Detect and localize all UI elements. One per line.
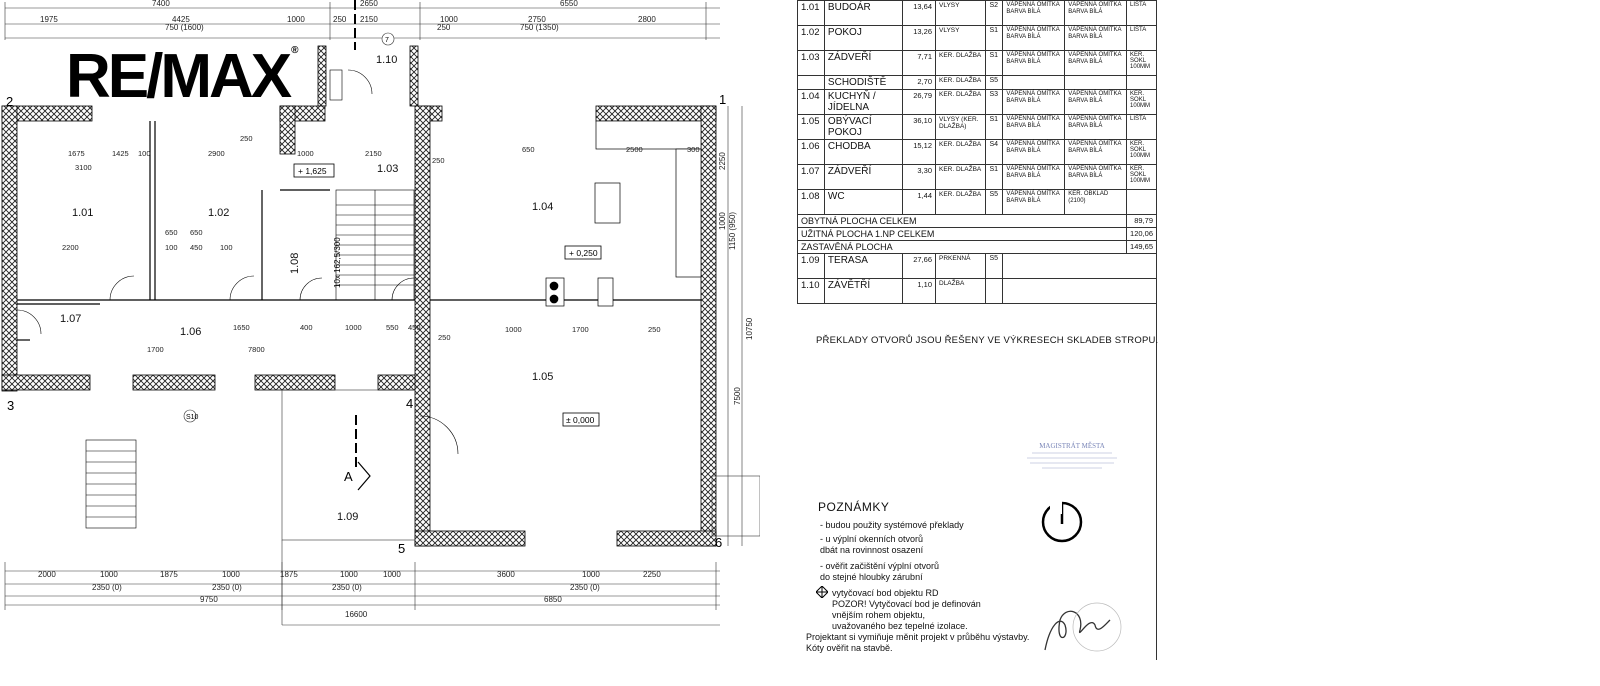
room-row — [798, 51, 1157, 76]
dim-text: 10750 — [745, 317, 754, 340]
room-number-cell: 1.09 — [798, 254, 825, 279]
dim-text: 250 — [438, 333, 451, 342]
corner-point-label: 1 — [719, 92, 727, 107]
room-floor-cell: DLAŽBA — [936, 279, 986, 304]
door-swings — [17, 70, 458, 454]
remax-logo — [66, 42, 299, 111]
room-area-cell: 36,10 — [903, 115, 936, 140]
room-number-cell: 1.06 — [798, 140, 825, 165]
total-value-cell: 89,79 — [1127, 215, 1157, 228]
room-row — [798, 165, 1157, 190]
dim-text: 2350 (0) — [570, 583, 600, 592]
room-name-cell: KUCHYŇ / JÍDELNA — [824, 90, 902, 115]
dim-text: 750 (1600) — [165, 23, 204, 32]
corner-point-label: 2 — [6, 94, 14, 109]
room-area-cell: 26,79 — [903, 90, 936, 115]
dim-text: 100 — [220, 243, 233, 252]
note-line: - budou použity systémové překlady — [820, 520, 964, 530]
note-line: dbát na rovinnost osazení — [820, 545, 924, 555]
dim-text: 250 — [333, 15, 347, 24]
dim-text: 7400 — [152, 0, 170, 8]
room-row — [798, 26, 1157, 51]
notes-title: POZNÁMKY — [818, 500, 890, 514]
room-name-cell: OBÝVACÍ POKOJ — [824, 115, 902, 140]
room-floor-cell: KER. DLAŽBA — [936, 190, 986, 215]
dim-text: 1000 — [440, 15, 458, 24]
room-code-cell: S1 — [986, 51, 1003, 76]
room-wall-cell — [1003, 76, 1065, 90]
dim-text: 300 — [687, 145, 700, 154]
dim-text: 16600 — [345, 610, 368, 619]
dim-text: 450 — [408, 323, 421, 332]
room-code-cell: S5 — [986, 76, 1003, 90]
dim-text: 1000 — [287, 15, 305, 24]
dim-text: 1700 — [147, 345, 164, 354]
outdoor-stairs — [86, 440, 136, 528]
room-area-cell: 2,70 — [903, 76, 936, 90]
disclaimer-line: Projektant si vymiňuje měnit projekt v průběhu výstavby. — [806, 632, 1030, 642]
survey-point-icon — [816, 586, 828, 598]
room-label: 1.03 — [377, 163, 399, 175]
total-label-cell: UŽITNÁ PLOCHA 1.NP CELKEM — [798, 228, 1127, 241]
dim-text: 100 — [165, 243, 178, 252]
dim-text: 250 — [648, 325, 661, 334]
dim-text: 650 — [165, 228, 178, 237]
room-label: 1.05 — [532, 371, 554, 383]
room-code-cell — [986, 279, 1003, 304]
staircase — [336, 190, 414, 300]
room-skirting-cell: KER. SOKL 100MM — [1127, 165, 1157, 190]
room-skirting-cell: LIŠTA — [1127, 115, 1157, 140]
stair-label: 10x 162,5/300 — [333, 237, 342, 288]
note-line: do stejné hloubky zárubní — [820, 572, 923, 582]
dim-text: 650 — [522, 145, 535, 154]
corner-point-label: 5 — [398, 541, 406, 556]
corner-point-label: 6 — [715, 535, 723, 550]
dim-text: 2350 (0) — [212, 583, 242, 592]
level-mark: ± 0,000 — [566, 415, 595, 425]
room-wall-cell: VÁPENNÁ OMÍTKA BARVA BÍLÁ — [1003, 165, 1065, 190]
room-wall-cell: VÁPENNÁ OMÍTKA BARVA BÍLÁ — [1003, 90, 1065, 115]
dim-text: 2250 — [643, 570, 661, 579]
room-ceiling-cell: VÁPENNÁ OMÍTKA BARVA BÍLÁ — [1065, 165, 1127, 190]
room-row — [798, 1, 1157, 26]
room-floor-cell: PRKENNÁ — [936, 254, 986, 279]
dim-text: 2650 — [360, 0, 378, 8]
dim-text: 1875 — [160, 570, 178, 579]
disclaimer — [806, 632, 1029, 654]
room-area-cell: 1,10 — [903, 279, 936, 304]
room-ceiling-cell: KER. OBKLAD (2100) — [1065, 190, 1127, 215]
dim-text: 550 — [386, 323, 399, 332]
room-floor-cell: VLYSY (KER. DLAŽBA) — [936, 115, 986, 140]
dim-text: 1000 — [340, 570, 358, 579]
room-skirting-cell — [1127, 76, 1157, 90]
room-name-cell: CHODBA — [824, 140, 902, 165]
corner-point-label: 3 — [7, 398, 15, 413]
dim-text: 1875 — [280, 570, 298, 579]
room-code-cell: S1 — [986, 115, 1003, 140]
room-number-cell: 1.10 — [798, 279, 825, 304]
room-name-cell: ZÁDVEŘÍ — [824, 165, 902, 190]
room-number-cell — [798, 76, 825, 90]
room-label: 1.04 — [532, 201, 554, 213]
dim-text: 250 — [437, 23, 451, 32]
corner-points — [6, 92, 726, 556]
dim-text: 3100 — [75, 163, 92, 172]
signature — [1035, 595, 1125, 655]
dim-text: 400 — [300, 323, 313, 332]
dim-text: 1975 — [40, 15, 58, 24]
room-wall-cell: VÁPENNÁ OMÍTKA BARVA BÍLÁ — [1003, 140, 1065, 165]
room-number-cell: 1.07 — [798, 165, 825, 190]
note-line: - ověřit začištění výplní otvorů — [820, 561, 940, 571]
room-number-cell: 1.08 — [798, 190, 825, 215]
room-row — [798, 190, 1157, 215]
bottom-dims-text — [38, 570, 661, 619]
dim-text: 650 — [190, 228, 203, 237]
total-label-cell: ZASTAVĚNÁ PLOCHA — [798, 241, 1127, 254]
lintel-note: PŘEKLADY OTVORŮ JSOU ŘEŠENY VE VÝKRESECH SKLADEB STROPU. — [816, 335, 1159, 346]
note-line: - u výplní okenních otvorů — [820, 534, 924, 544]
room-code-cell: S3 — [986, 90, 1003, 115]
total-value-cell: 149,65 — [1127, 241, 1157, 254]
room-name-cell: ZÁDVEŘÍ — [824, 51, 902, 76]
dim-text: 6850 — [544, 595, 562, 604]
room-1-10-walls — [318, 46, 418, 106]
room-row — [798, 115, 1157, 140]
room-number-cell: 1.05 — [798, 115, 825, 140]
room-skirting-cell: LIŠTA — [1127, 26, 1157, 51]
dim-text: 4425 — [172, 15, 190, 24]
room-code-cell: S5 — [986, 190, 1003, 215]
room-code-cell: S2 — [986, 1, 1003, 26]
dim-text: 1000 — [582, 570, 600, 579]
room-row — [798, 279, 1157, 304]
room-skirting-cell: LIŠTA — [1127, 1, 1157, 26]
room-floor-cell: VLYSY — [936, 1, 986, 26]
dim-text: 2200 — [62, 243, 79, 252]
logo-text: RE/MAX — [66, 42, 290, 111]
dim-text: 2800 — [638, 15, 656, 24]
room-ceiling-cell: VÁPENNÁ OMÍTKA BARVA BÍLÁ — [1065, 26, 1127, 51]
dim-text: 100 — [138, 149, 151, 158]
dim-text: 250 — [240, 134, 253, 143]
registered-mark: ® — [291, 45, 299, 56]
empty-cell — [1003, 254, 1157, 279]
dim-text: 1000 — [297, 149, 314, 158]
wall-code: S10 — [186, 414, 199, 421]
room-labels — [60, 54, 553, 523]
dim-text: 6550 — [560, 0, 578, 8]
dim-text: 2150 — [360, 15, 378, 24]
room-name-cell: WC — [824, 190, 902, 215]
room-floor-cell: KER. DLAŽBA — [936, 140, 986, 165]
room-wall-cell: VÁPENNÁ OMÍTKA BARVA BÍLÁ — [1003, 115, 1065, 140]
room-number-cell: 1.03 — [798, 51, 825, 76]
room-ceiling-cell — [1065, 76, 1127, 90]
section-mark: A — [344, 469, 353, 484]
room-name-cell: TERASA — [824, 254, 902, 279]
room-name-cell: SCHODIŠTĚ — [824, 76, 902, 90]
dim-text: 2500 — [626, 145, 643, 154]
level-mark: + 0,250 — [569, 248, 598, 258]
dim-text: 2250 — [718, 152, 727, 170]
svg-text:7: 7 — [385, 37, 389, 44]
room-floor-cell: VLYSY — [936, 26, 986, 51]
kitchen-counter — [546, 121, 701, 306]
room-floor-cell: KER. DLAŽBA — [936, 90, 986, 115]
room-area-cell: 13,64 — [903, 1, 936, 26]
dim-text: 2350 (0) — [92, 583, 122, 592]
room-code-cell: S1 — [986, 165, 1003, 190]
room-wall-cell: VÁPENNÁ OMÍTKA BARVA BÍLÁ — [1003, 190, 1065, 215]
note-line: POZOR! Vytyčovací bod je definován — [832, 599, 981, 609]
room-name-cell: ZÁVĚTŘÍ — [824, 279, 902, 304]
top-dims-text — [40, 0, 656, 32]
room-ceiling-cell: VÁPENNÁ OMÍTKA BARVA BÍLÁ — [1065, 1, 1127, 26]
dim-text: 2750 — [528, 15, 546, 24]
corner-point-label: 4 — [406, 396, 414, 411]
room-area-cell: 27,66 — [903, 254, 936, 279]
room-number-cell: 1.04 — [798, 90, 825, 115]
room-label: 1.02 — [208, 207, 230, 219]
room-ceiling-cell: VÁPENNÁ OMÍTKA BARVA BÍLÁ — [1065, 140, 1127, 165]
room-label: 1.01 — [72, 207, 94, 219]
dim-text: 2900 — [208, 149, 225, 158]
city-stamp — [1022, 442, 1122, 476]
room-label: 1.09 — [337, 511, 359, 523]
room-code-cell: S4 — [986, 140, 1003, 165]
dim-text: 7500 — [733, 387, 742, 405]
room-row — [798, 254, 1157, 279]
level-mark: + 1,625 — [298, 166, 327, 176]
room-ceiling-cell: VÁPENNÁ OMÍTKA BARVA BÍLÁ — [1065, 90, 1127, 115]
dim-text: 1675 — [68, 149, 85, 158]
room-skirting-cell: KER. SOKL 100MM — [1127, 51, 1157, 76]
total-row — [798, 241, 1157, 254]
room-row — [798, 76, 1157, 90]
room-name-cell: POKOJ — [824, 26, 902, 51]
room-floor-cell: KER. DLAŽBA — [936, 165, 986, 190]
room-floor-cell: KER. DLAŽBA — [936, 76, 986, 90]
room-ceiling-cell: VÁPENNÁ OMÍTKA BARVA BÍLÁ — [1065, 115, 1127, 140]
total-row — [798, 228, 1157, 241]
dim-text: 2150 — [365, 149, 382, 158]
room-label: 1.06 — [180, 326, 202, 338]
room-number-cell: 1.01 — [798, 1, 825, 26]
dim-text: 750 (1350) — [520, 23, 559, 32]
note-line: uvažovaného bez tepelné izolace. — [832, 621, 968, 631]
room-schedule-table — [797, 0, 1157, 304]
dim-text: 250 — [432, 156, 445, 165]
dim-text: 1425 — [112, 149, 129, 158]
room-wall-cell: VÁPENNÁ OMÍTKA BARVA BÍLÁ — [1003, 51, 1065, 76]
north-arrow-icon — [1040, 500, 1084, 544]
room-area-cell: 7,71 — [903, 51, 936, 76]
stamp-title: MAGISTRÁT MĚSTA — [1039, 442, 1105, 450]
room-wall-cell: VÁPENNÁ OMÍTKA BARVA BÍLÁ — [1003, 1, 1065, 26]
empty-cell — [1003, 279, 1157, 304]
dim-text: 1000 — [505, 325, 522, 334]
right-dims-text — [718, 152, 754, 405]
total-value-cell: 120,06 — [1127, 228, 1157, 241]
dim-text: 1000 — [718, 212, 727, 230]
right-dimension-lines — [728, 106, 742, 546]
dim-text: 1000 — [345, 323, 362, 332]
dim-text: 2350 (0) — [332, 583, 362, 592]
dim-text: 3600 — [497, 570, 515, 579]
note-line: vytyčovací bod objektu RD — [832, 588, 939, 598]
dim-text: 9750 — [200, 595, 218, 604]
total-label-cell: OBYTNÁ PLOCHA CELKEM — [798, 215, 1127, 228]
dim-text: 1000 — [100, 570, 118, 579]
room-area-cell: 13,26 — [903, 26, 936, 51]
dim-text: 1000 — [383, 570, 401, 579]
room-label: 1.08 — [289, 252, 301, 274]
dim-text: 7800 — [248, 345, 265, 354]
room-row — [798, 90, 1157, 115]
room-area-cell: 15,12 — [903, 140, 936, 165]
room-skirting-cell: KER. SOKL 100MM — [1127, 140, 1157, 165]
room-area-cell: 3,30 — [903, 165, 936, 190]
room-floor-cell: KER. DLAŽBA — [936, 51, 986, 76]
room-number-cell: 1.02 — [798, 26, 825, 51]
room-skirting-cell — [1127, 190, 1157, 215]
dim-text: 1650 — [233, 323, 250, 332]
dim-text: 1000 — [222, 570, 240, 579]
room-ceiling-cell: VÁPENNÁ OMÍTKA BARVA BÍLÁ — [1065, 51, 1127, 76]
room-area-cell: 1,44 — [903, 190, 936, 215]
room-code-cell: S5 — [986, 254, 1003, 279]
note-line: vnějším rohem objektu, — [832, 610, 926, 620]
room-label: 1.10 — [376, 54, 398, 66]
disclaimer-line: Kóty ověřit na stavbě. — [806, 643, 893, 653]
total-row — [798, 215, 1157, 228]
room-label: 1.07 — [60, 313, 82, 325]
room-skirting-cell: KER. SOKL 100MM — [1127, 90, 1157, 115]
dim-text: 1700 — [572, 325, 589, 334]
stamp-scribble — [1022, 450, 1122, 474]
dim-text: 1150 (950) — [728, 211, 737, 250]
room-code-cell: S1 — [986, 26, 1003, 51]
room-wall-cell: VÁPENNÁ OMÍTKA BARVA BÍLÁ — [1003, 26, 1065, 51]
dim-text: 2000 — [38, 570, 56, 579]
room-row — [798, 140, 1157, 165]
dim-text: 450 — [190, 243, 203, 252]
room-name-cell: BUDOÁR — [824, 1, 902, 26]
